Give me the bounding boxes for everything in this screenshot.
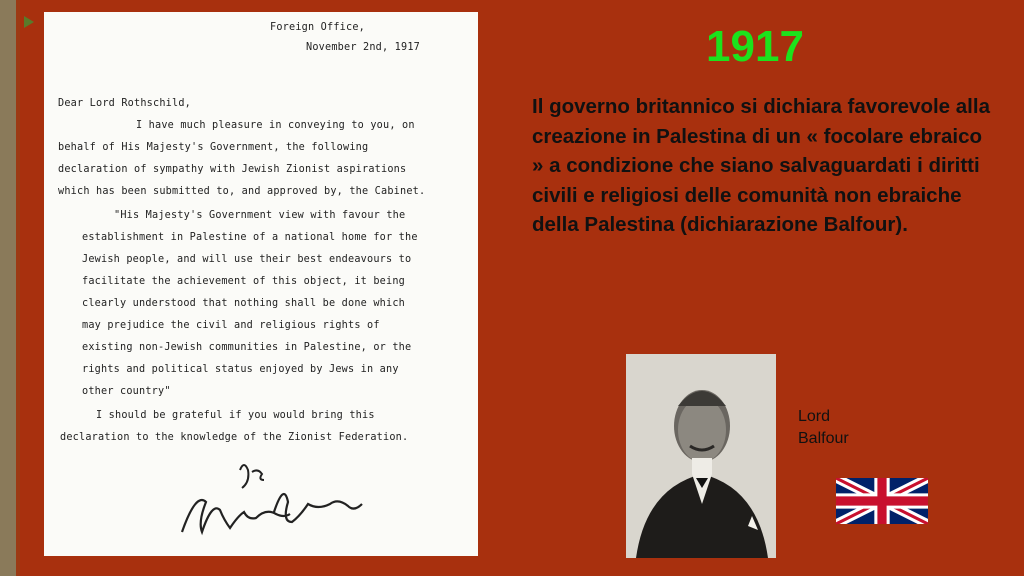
- letter-line: I should be grateful if you would bring this: [96, 410, 375, 421]
- letter-line: I have much pleasure in conveying to you, on: [136, 120, 415, 131]
- description-text: Il governo britannico si dichiara favorevole alla creazione in Palestina di un « focolare ebraico » a condizione che siano salvaguardati i diritti civili e religiosi delle comunità non ebraiche della Palestina (dichiarazione Balfour).: [532, 95, 990, 236]
- letter-line: facilitate the achievement of this object, it being: [82, 276, 406, 287]
- uk-flag-icon: [836, 478, 928, 524]
- balfour-letter-image: [44, 12, 478, 556]
- letter-line: rights and political status enjoyed by Jews in any: [82, 364, 399, 375]
- letter-line: clearly understood that nothing shall be done which: [82, 298, 406, 309]
- letter-line: establishment in Palestine of a national home for the: [82, 232, 418, 243]
- letter-line: declaration to the knowledge of the Zionist Federation.: [60, 432, 409, 443]
- letter-line: Jewish people, and will use their best endeavours to: [82, 254, 412, 265]
- caption-line: Lord: [798, 408, 831, 425]
- letter-line: Foreign Office,: [270, 22, 366, 33]
- letter-line: may prejudice the civil and religious rights of: [82, 320, 380, 331]
- balfour-portrait: [626, 354, 776, 558]
- caption-line: Balfour: [798, 430, 849, 447]
- portrait-caption: [798, 406, 849, 450]
- letter-line: which has been submitted to, and approved by, the Cabinet.: [58, 186, 426, 197]
- letter-line: declaration of sympathy with Jewish Zionist aspirations: [58, 164, 407, 175]
- arrow-decoration-icon: [0, 0, 40, 576]
- signature: [164, 452, 444, 552]
- letter-line: behalf of His Majesty's Government, the following: [58, 142, 369, 153]
- letter-line: November 2nd, 1917: [306, 42, 421, 53]
- letter-line: Dear Lord Rothschild,: [58, 98, 192, 109]
- letter-line: existing non-Jewish communities in Palestine, or the: [82, 342, 412, 353]
- letter-line: "His Majesty's Government view with favour the: [114, 210, 406, 221]
- letter-line: other country": [82, 386, 171, 397]
- year-heading: 1917: [706, 22, 804, 71]
